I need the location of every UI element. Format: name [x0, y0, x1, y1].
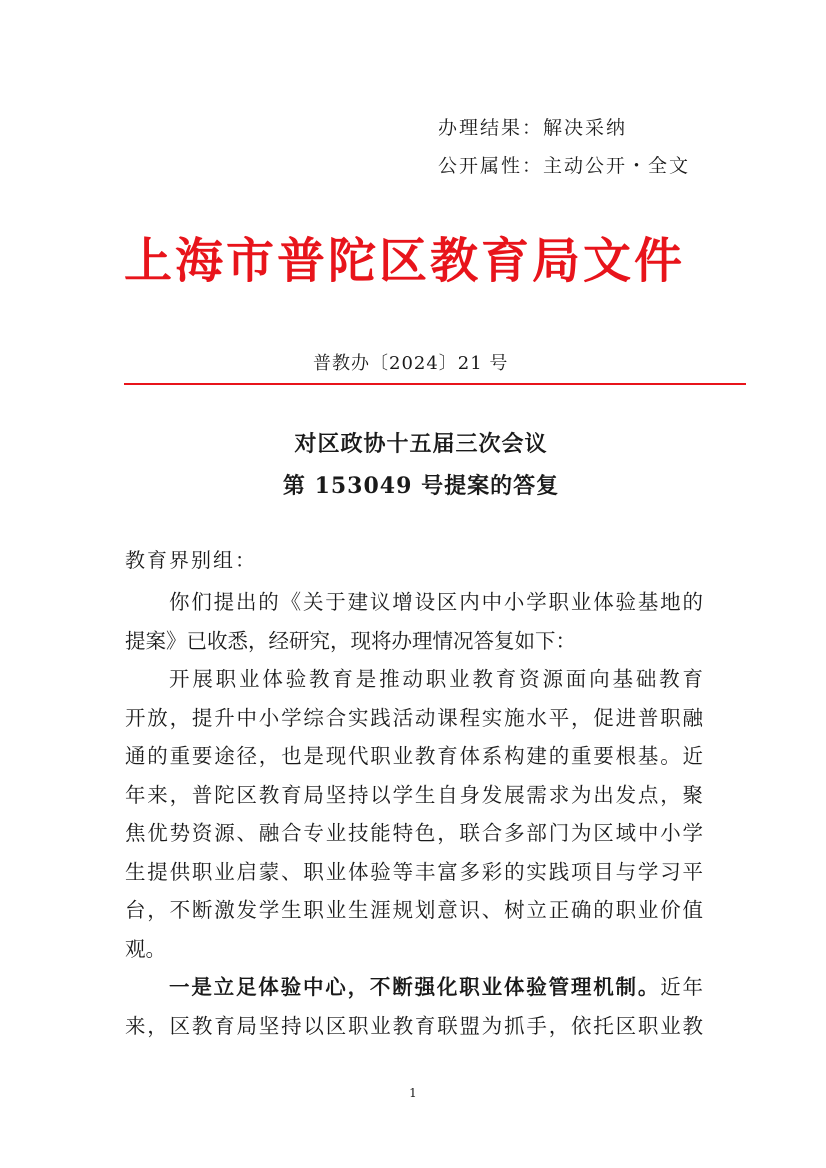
paragraph-3-line: 来，区教育局坚持以区职业教育联盟为抓手，依托区职业教	[125, 1013, 703, 1038]
document-title-line-2: 第 153049 号提案的答复	[282, 473, 560, 499]
salutation: 教育界别组：	[125, 548, 257, 572]
paragraph-2-line: 焦优势资源、融合专业技能特色，联合多部门为区域中小学	[125, 821, 703, 845]
issuing-authority-header: 上海市普陀区教育局文件	[124, 233, 686, 289]
red-separator-line	[124, 383, 746, 385]
paragraph-2-line: 开放，提升中小学综合实践活动课程实施水平，促进普职融	[125, 705, 703, 730]
body-text	[125, 583, 703, 1045]
paragraph-1-line: 你们提出的《关于建议增设区内中小学职业体验基地的	[169, 590, 703, 614]
paragraph-3-heading: 一是立足体验中心，不断强化职业体验管理机制。	[169, 975, 661, 999]
paragraph-2-line: 观。	[125, 936, 166, 961]
disclosure-attribute: 公开属性：主动公开・全文	[438, 155, 691, 177]
paragraph-2-line: 通的重要途径，也是现代职业教育体系构建的重要根基。近	[125, 744, 703, 768]
processing-result: 办理结果：解决采纳	[438, 117, 628, 139]
paragraph-3-line	[125, 968, 703, 1007]
paragraph-2-line: 生提供职业启蒙、职业体验等丰富多彩的实践项目与学习平	[125, 859, 703, 884]
paragraph-2-line: 年来，普陀区教育局坚持以学生自身发展需求为出发点，聚	[125, 782, 703, 807]
document-title-line-1: 对区政协十五届三次会议	[294, 431, 548, 457]
paragraph-2-line: 开展职业体验教育是推动职业教育资源面向基础教育	[169, 667, 703, 691]
document-number: 普教办〔2024〕21 号	[313, 353, 509, 374]
page-number: 1	[409, 1086, 417, 1100]
paragraph-3-text: 近年	[660, 975, 704, 999]
paragraph-2-line: 台，不断激发学生职业生涯规划意识、树立正确的职业价值	[125, 898, 703, 922]
paragraph-1-line: 提案》已收悉，经研究，现将办理情况答复如下：	[125, 628, 576, 653]
